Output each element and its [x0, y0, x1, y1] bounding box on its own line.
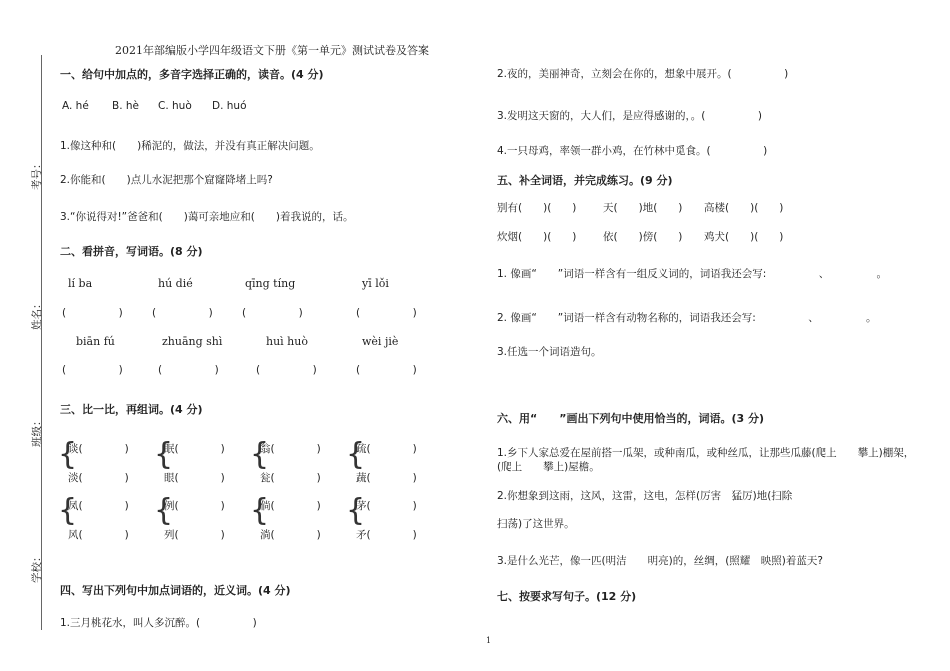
sec4-question-3: 3.发明这天窗的，大人们，是应得感谢的，。( ) — [497, 110, 762, 122]
sec6-question-2-line-1: 2.你想象到这雨，这风，这雷，这电，怎样(厉害 猛厉)地(扫除 — [497, 490, 793, 502]
sec5-word-3: 高楼( )( ) — [704, 202, 784, 214]
school-label: 学校： — [31, 551, 43, 583]
section-6-heading: 六、用“ ”画出下列句中使用恰当的，词语。(3 分) — [497, 412, 764, 425]
section-2-heading: 二、看拼音，写词语。(8 分) — [60, 245, 203, 258]
char-pair-4-top: 疏( ) — [356, 443, 417, 455]
answer-blank: ( ) — [152, 307, 213, 319]
sec1-option-c: C. huò — [158, 100, 192, 112]
section-1-heading: 一、给句中加点的，多音字选择正确的，读音。(4 分) — [60, 68, 324, 81]
sec5-question-1: 1. 像画“ ”词语一样含有一组反义词的，词语我还会写: 、 。 — [497, 268, 888, 280]
sec6-question-1-line-1: 1.乡下人家总爱在屋前搭一瓜架，或种南瓜，或种丝瓜，让那些瓜藤(爬上 攀上)棚架， — [497, 447, 915, 459]
sec5-word-1: 别有( )( ) — [497, 202, 577, 214]
answer-blank: ( ) — [356, 307, 417, 319]
char-pair-3-bottom: 瓮( ) — [260, 472, 321, 484]
pinyin-wei-jie: wèi jiè — [362, 335, 399, 348]
sec1-question-1: 1.像这种和( )稀泥的，做法，并没有真正解决问题。 — [60, 140, 320, 152]
sec1-option-a: A. hé — [62, 100, 89, 112]
bracket: { — [58, 437, 78, 472]
answer-blank: ( ) — [356, 364, 417, 376]
page-number: 1 — [486, 636, 492, 645]
section-3-heading: 三、比一比，再组词。(4 分) — [60, 403, 203, 416]
bracket: { — [250, 493, 270, 528]
pinyin-hu-die: hú dié — [158, 277, 193, 290]
char-pair-4-bottom: 蔬( ) — [356, 472, 417, 484]
char-pair-7-bottom: 淌( ) — [260, 529, 321, 541]
section-7-heading: 七、按要求写句子。(12 分) — [497, 590, 637, 603]
sec1-option-b: B. hè — [112, 100, 139, 112]
name-label: 姓名： — [31, 298, 43, 330]
bracket: { — [250, 437, 270, 472]
answer-blank: ( ) — [256, 364, 317, 376]
class-label: 班级： — [31, 415, 43, 447]
bracket: { — [154, 437, 174, 472]
char-pair-7-top: 倘( ) — [260, 500, 321, 512]
pinyin-li-ba: lí ba — [68, 277, 93, 290]
sec4-question-2: 2.夜的，美丽神奇，立刻会在你的，想象中展开。( ) — [497, 68, 789, 80]
pinyin-bian-fu: biān fú — [76, 335, 115, 348]
char-pair-6-bottom: 列( ) — [164, 529, 225, 541]
pinyin-hui-huo: huì huò — [266, 335, 308, 348]
answer-blank: ( ) — [242, 307, 303, 319]
sec5-word-6: 鸡犬( )( ) — [704, 231, 784, 243]
sec5-word-4: 炊烟( )( ) — [497, 231, 577, 243]
sec1-question-3: 3.“你说得对!”爸爸和( )蔼可亲地应和( )着我说的，话。 — [60, 211, 354, 223]
char-pair-5-top: 凤( ) — [68, 500, 129, 512]
bracket: { — [154, 493, 174, 528]
char-pair-2-top: 眠( ) — [164, 443, 225, 455]
char-pair-1-top: 谈( ) — [68, 443, 129, 455]
pinyin-zhuang-shi: zhuāng shì — [162, 335, 223, 348]
sec6-question-2-line-2: 扫荡)了这世界。 — [497, 518, 575, 530]
pinyin-yi-loi: yī lǒi — [362, 277, 389, 290]
char-pair-8-bottom: 矛( ) — [356, 529, 417, 541]
bracket: { — [346, 437, 366, 472]
section-5-heading: 五、补全词语，并完成练习。(9 分) — [497, 174, 673, 187]
answer-blank: ( ) — [62, 364, 123, 376]
char-pair-2-bottom: 眼( ) — [164, 472, 225, 484]
sec6-question-3: 3.是什么光芒，像一匹(明洁 明亮)的，丝绸，(照耀 映照)着蓝天? — [497, 555, 823, 567]
char-pair-8-top: 茅( ) — [356, 500, 417, 512]
answer-blank: ( ) — [62, 307, 123, 319]
sec4-question-4: 4.一只母鸡，率领一群小鸡，在竹林中觅食。( ) — [497, 145, 768, 157]
answer-blank: ( ) — [158, 364, 219, 376]
char-pair-3-top: 翁( ) — [260, 443, 321, 455]
sec1-option-d: D. huó — [212, 100, 247, 112]
pinyin-qing-ting: qīng tíng — [245, 277, 296, 290]
sec5-word-5: 依( )傍( ) — [603, 231, 683, 243]
sec5-question-2: 2. 像画“ ”词语一样含有动物名称的，词语我还会写: 、 。 — [497, 312, 877, 324]
sec5-word-2: 天( )地( ) — [603, 202, 683, 214]
sec5-question-3: 3.任选一个词语造句。 — [497, 346, 602, 358]
char-pair-1-bottom: 淡( ) — [68, 472, 129, 484]
sec1-question-2: 2.你能和( )点儿水泥把那个窟窿降堵上吗? — [60, 174, 273, 186]
exam-no-label: 考号： — [31, 158, 43, 190]
section-4-heading: 四、写出下列句中加点词语的，近义词。(4 分) — [60, 584, 291, 597]
char-pair-5-bottom: 风( ) — [68, 529, 129, 541]
bracket: { — [58, 493, 78, 528]
page-title: 2021年部编版小学四年级语文下册《第一单元》测试试卷及答案 — [115, 44, 429, 57]
sec6-question-1-line-2: (爬上 攀上)屋檐。 — [497, 461, 600, 473]
bracket: { — [346, 493, 366, 528]
char-pair-6-top: 例( ) — [164, 500, 225, 512]
sec4-question-1: 1.三月桃花水，叫人多沉醉。( ) — [60, 617, 257, 629]
binding-line — [41, 55, 42, 630]
